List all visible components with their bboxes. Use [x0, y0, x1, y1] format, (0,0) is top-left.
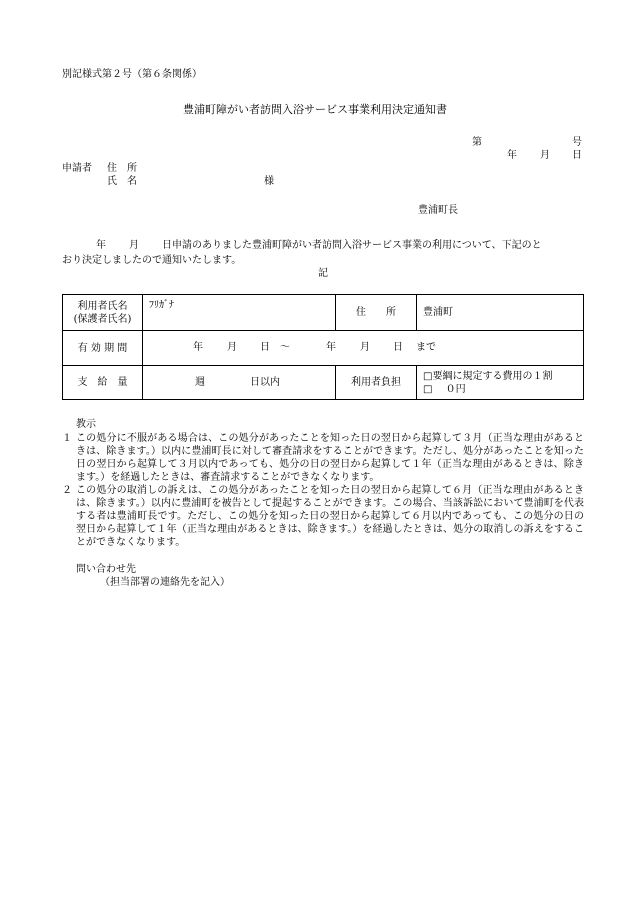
- doc-number-go: 号: [572, 137, 582, 148]
- applicant-address-label: 住 所: [107, 163, 137, 174]
- notice-list: [62, 432, 584, 549]
- applicant-name-label: 氏 名: [107, 176, 137, 187]
- period-from-month: 月: [227, 342, 237, 353]
- applicant-label: 申請者: [62, 163, 92, 174]
- address-value: 豊浦町: [423, 307, 453, 318]
- intro-line-1: 日申請のありました豊浦町障がい者訪問入浴サービス事業の利用について、下記のと: [162, 240, 542, 251]
- furigana-label: ﾌﾘｶﾞﾅ: [149, 300, 174, 311]
- user-name-label-cell: [63, 295, 143, 331]
- table-row-user: [63, 295, 584, 331]
- intro-line-2: おり決定しましたので通知いたします。: [62, 255, 242, 266]
- date-year: 年: [507, 150, 517, 161]
- period-label: 有 効 期 間: [77, 342, 128, 354]
- issuer: 豊浦町長: [418, 205, 458, 216]
- address-label-cell: [336, 295, 417, 331]
- notice-item-2-text: この処分の取消しの訴えは、この処分があったことを知った日の翌日から起算して６月（正当な理由があるときは、除きます。）以内に豊浦町を被告として提起することができます。この場合、当該訴訟において豊浦町を代表する者は豊浦町長です。ただし、この処分を知った日の翌日から起算して６月以内であっても、この処分の日の翌日から起算して１年（正当な理由があるときは、除きます。）を経過したときは、処分の取消しの訴えをすることができなくなります。: [76, 485, 584, 548]
- address-value-cell: [417, 295, 584, 331]
- burden-option-ten-percent[interactable]: □要綱に規定する費用の１割: [423, 370, 553, 382]
- amount-label: 支 給 量: [77, 377, 128, 388]
- burden-label: 利用者負担: [351, 377, 401, 388]
- notice-item-1-number: １: [62, 433, 72, 444]
- notice-heading: 教示: [76, 419, 96, 430]
- doc-number-dai: 第: [472, 137, 482, 148]
- amount-value-cell: [143, 366, 336, 400]
- intro-year: 年: [96, 240, 106, 251]
- table-row-amount: [63, 366, 584, 400]
- amount-label-cell: [63, 366, 143, 400]
- period-until: まで: [416, 342, 436, 353]
- burden-option-zero-yen[interactable]: □ ０円: [423, 383, 466, 395]
- period-to-month: 月: [360, 342, 370, 353]
- intro-month: 月: [129, 240, 139, 251]
- burden-options-cell: [417, 366, 584, 400]
- user-name-label: 利用者氏名: [77, 300, 128, 312]
- user-name-value-cell: [143, 295, 336, 331]
- burden-label-cell: [336, 366, 417, 400]
- document-title: 豊浦町障がい者訪問入浴サービス事業利用決定通知書: [183, 103, 447, 116]
- period-to-year: 年: [326, 342, 336, 353]
- period-from-day: 日 ～: [260, 342, 290, 353]
- decision-table: [62, 294, 584, 400]
- contact-detail: （担当部署の連絡先を記入）: [100, 577, 230, 588]
- contact-heading: 問い合わせ先: [76, 564, 136, 575]
- guardian-name-label: (保護者氏名): [73, 313, 132, 325]
- period-label-cell: [63, 331, 143, 366]
- ki-mark: 記: [318, 268, 328, 279]
- table-row-period: [63, 331, 584, 366]
- amount-days: 日以内: [250, 377, 280, 388]
- notice-item-1: [62, 432, 584, 484]
- applicant-honorific: 様: [264, 176, 274, 187]
- address-label: 住 所: [356, 307, 396, 318]
- date-month: 月: [540, 150, 550, 161]
- period-value-cell: [143, 331, 584, 366]
- period-from-year: 年: [193, 342, 203, 353]
- notice-item-2-number: ２: [62, 485, 72, 496]
- form-number: 別記様式第２号（第６条関係）: [62, 69, 202, 80]
- notice-item-2: [62, 484, 584, 549]
- period-to-day: 日: [393, 342, 403, 353]
- notice-item-1-text: この処分に不服がある場合は、この処分があったことを知った日の翌日から起算して３月（正当な理由があるときは、除きます。）以内に豊浦町長に対して審査請求をすることができます。ただし、処分があったことを知った日の翌日から起算して３月以内であっても、処分の日の翌日から起算して１年（正当な理由があるときは、除きます。）を経過したときは、審査請求することができなくなります。: [76, 433, 584, 483]
- date-day: 日: [572, 150, 582, 161]
- amount-week: 週: [195, 377, 205, 388]
